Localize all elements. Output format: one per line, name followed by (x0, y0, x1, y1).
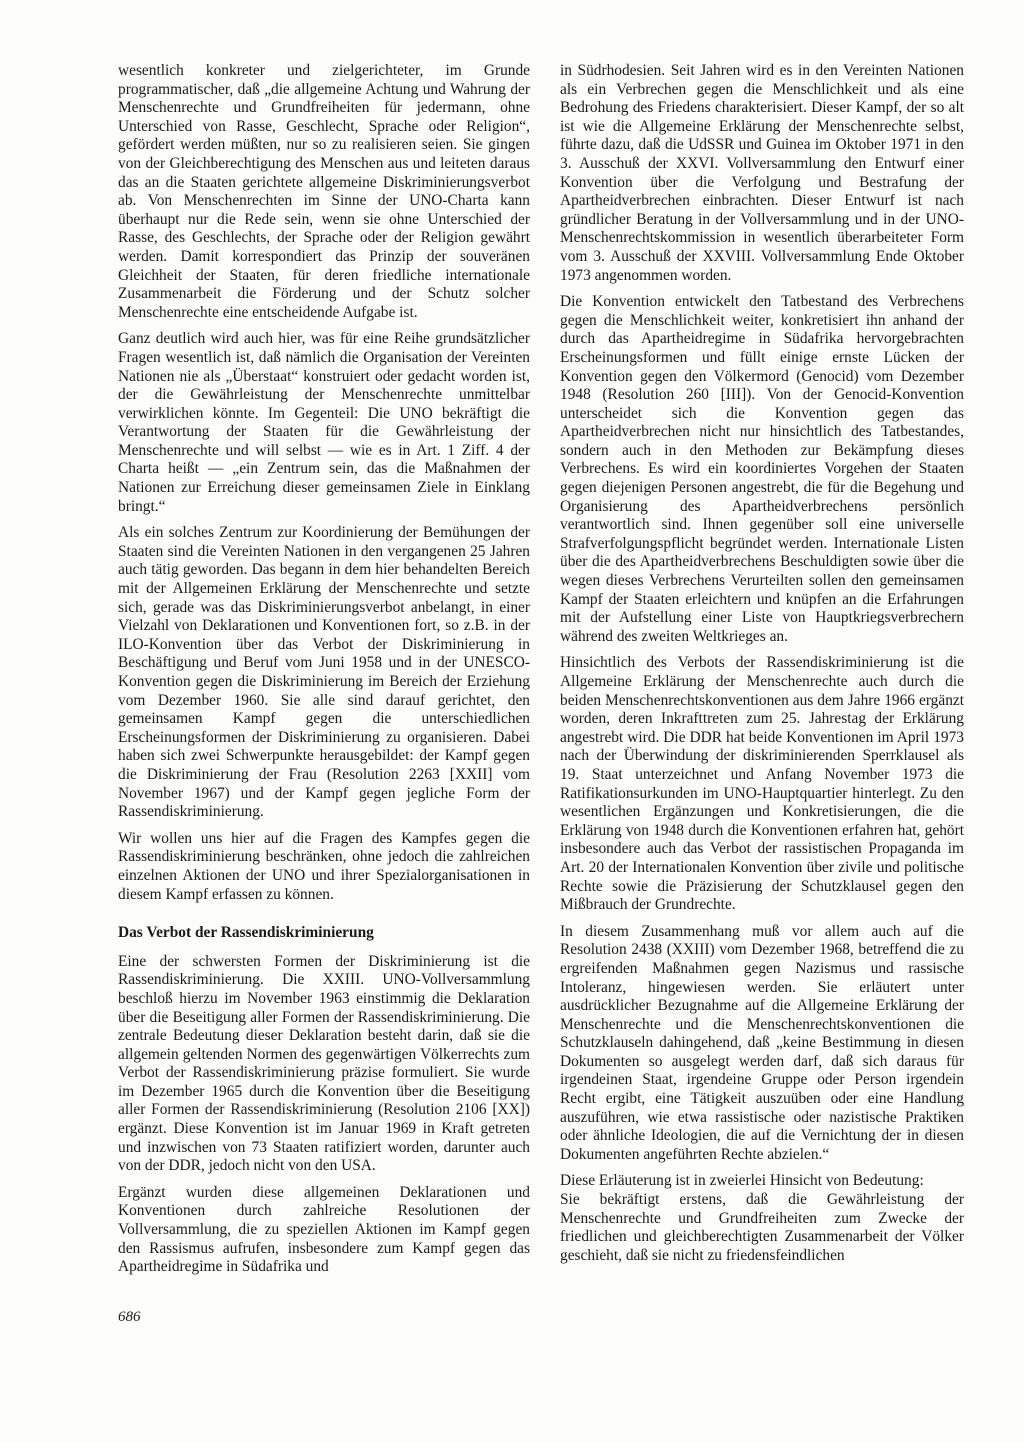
left-paragraph-3: Als ein solches Zentrum zur Koordinierung der Bemühungen der Staaten sind die Vereinten Nationen in den vergangenen 25 Jahren auch tätig geworden. Das begann in dem hier behandelten Bereich mit der Allgemeinen Erklärung der Menschenrechte und setzte sich, gerade was das Diskriminierungsverbot anbelangt, in einer Vielzahl von Deklarationen und Konventionen fort, so z.B. in der ILO-Konvention über das Verbot der Diskriminierung in Beschäftigung und Beruf vom Juni 1958 und in der UNESCO-Konvention gegen die Diskriminierung im Bereich der Erziehung vom Dezember 1960. Sie alle sind darauf gerichtet, den gemeinsamen Kampf gegen die unterschiedlichen Erscheinungsformen der Diskriminierung zu organisieren. Dabei haben sich zwei Schwerpunkte herausgebildet: der Kampf gegen die Diskriminierung der Frau (Resolution 2263 [XXII] vom November 1967) und der Kampf gegen jegliche Form der Rassendiskriminierung. (118, 524, 530, 821)
right-paragraph-6: Sie bekräftigt erstens, daß die Gewährleistung der Menschenrechte und Grundfreiheiten zum Zwecke der friedlichen und gleichberechtigten Zusammenarbeit der Völker geschieht, daß sie nicht zu friedensfeindlichen (560, 1191, 964, 1264)
left-paragraph-2: Ganz deutlich wird auch hier, was für eine Reihe grundsätzlicher Fragen wesentlich ist, daß nämlich die Organisation der Vereinten Nationen nie als „Überstaat“ konstruiert oder gedacht worden ist, der die Gewährleistung der Menschenrechte unmittelbar verwirklichen könnte. Im Gegenteil: Die UNO bekräftigt die Verantwortung der Staaten für die Gewährleistung der Menschenrechte und will selbst — wie es in Art. 1 Ziff. 4 der Charta heißt — „ein Zentrum sein, das die Maßnahmen der Nationen zur Erreichung dieser gemeinsamen Ziele in Einklang bringt.“ (118, 330, 530, 515)
right-paragraph-1: in Südrhodesien. Seit Jahren wird es in den Vereinten Nationen als ein Verbrechen gegen die Menschlichkeit und als eine Bedrohung des Friedens charakterisiert. Dieser Kampf, der so alt ist wie die Allgemeine Erklärung der Menschenrechte selbst, führte dazu, daß die UdSSR und Guinea im Oktober 1971 in den 3. Ausschuß der XXVI. Vollversammlung den Entwurf einer Konvention über die Verfolgung und Bestrafung der Apartheidverbrechen einbrachten. Dieser Entwurf ist nach gründlicher Beratung in der Vollversammlung und in der UNO-Menschenrechtskommission in wesentlich überarbeiteter Form vom 3. Ausschuß der XXVIII. Vollversammlung Ende Oktober 1973 angenommen worden. (560, 62, 964, 284)
section-heading: Das Verbot der Rassendiskriminierung (118, 924, 374, 942)
page-number: 686 (118, 1309, 141, 1325)
right-paragraph-2: Die Konvention entwickelt den Tatbestand des Verbrechens gegen die Menschlichkeit weiter, konkretisiert ihn anhand der durch das Apartheidregime in Südafrika hervorgebrachten Erscheinungsformen und füllt einige ernste Lücken der Konvention gegen den Völkermord (Genocid) vom Dezember 1948 (Resolution 260 [III]). Von der Genocid-Konvention unterscheidet sich die Konvention gegen das Apartheidverbrechen nicht nur hinsichtlich des Tatbestandes, sondern auch in den Methoden zur Bekämpfung dieses Verbrechens. Es wird ein koordiniertes Vorgehen der Staaten gegen diejenigen Personen angestrebt, die für die Begehung und Organisierung des Apartheidverbrechens persönlich verantwortlich sind. Ihnen gegenüber soll eine universelle Strafverfolgungspflicht begründet werden. Internationale Listen über die des Apartheidverbrechens Beschuldigten sowie über die wegen dieses Verbrechens Verurteilten sollen den gemeinsamen Kampf der Staaten erleichtern und knüpfen an die Erfahrungen mit der Aufstellung einer Liste von Hauptkriegsverbrechern während des zweiten Weltkrieges an. (560, 293, 964, 645)
left-paragraph-6: Ergänzt wurden diese allgemeinen Deklarationen und Konventionen durch zahlreiche Resolutionen der Vollversammlung, die zu speziellen Aktionen im Kampf gegen den Rassismus aufrufen, insbesondere zum Kampf gegen das Apartheidregime in Südafrika und (118, 1183, 530, 1276)
right-paragraph-5: Diese Erläuterung ist in zweierlei Hinsicht von Bedeutung: (560, 1172, 924, 1190)
right-paragraph-3: Hinsichtlich des Verbots der Rassendiskriminierung ist die Allgemeine Erklärung der Menschenrechte auch durch die beiden Menschenrechtskonventionen aus dem Jahre 1966 ergänzt worden, deren Inkrafttreten zum 25. Jahrestag der Erklärung angestrebt wird. Die DDR hat beide Konventionen im April 1973 nach der Überwindung der diskriminierenden Sperrklausel als 19. Staat unterzeichnet und Anfang November 1973 die Ratifikationsurkunden im UNO-Hauptquartier hinterlegt. Zu den wesentlichen Ergänzungen und Konkretisierungen, die die Erklärung von 1948 durch die Konventionen erfahren hat, gehört insbesondere auch das Verbot der rassistischen Propaganda im Art. 20 der Internationalen Konvention über zivile und politische Rechte sowie die Präzisierung der Schutzklausel gegen den Mißbrauch der Grundrechte. (560, 654, 964, 914)
right-paragraph-4: In diesem Zusammenhang muß vor allem auch auf die Resolution 2438 (XXIII) vom Dezember 1968, betreffend die zu ergreifenden Maßnahmen gegen Nazismus und rassische Intoleranz, hingewiesen werden. Sie erläutert unter ausdrücklicher Bezugnahme auf die Allgemeine Erklärung der Menschenrechte und die Menschenrechtskonventionen die Schutzklauseln dahingehend, daß „keine Bestimmung in diesen Dokumenten so ausgelegt werden darf, daß sich daraus für irgendeinen Staat, irgendeine Gruppe oder Person irgendein Recht ergibt, eine Tätigkeit auszuüben oder eine Handlung auszuführen, wie etwa rassistische oder nazistische Praktiken oder ähnliche Ideologien, die auf die Vernichtung der in diesen Dokumenten angeführten Rechte abzielen.“ (560, 922, 964, 1163)
left-paragraph-1: wesentlich konkreter und zielgerichteter, im Grunde programmatischer, daß „die allgemeine Achtung und Wahrung der Menschenrechte und Grundfreiheiten für jedermann, ohne Unterschied von Rasse, Geschlecht, Sprache oder Religion“, gefördert werden müßten, nur so zu realisieren seien. Sie gingen von der Gleichberechtigung des Menschen aus und leiteten daraus das an die Staaten gerichtete allgemeine Diskriminierungsverbot ab. Von Menschenrechten im Sinne der UNO-Charta kann überhaupt nur die Rede sein, wenn sie ohne Unterschied der Rasse, des Geschlechts, der Sprache oder der Religion gewährt werden. Damit korrespondiert das Prinzip der souveränen Gleichheit der Staaten, für deren friedliche internationale Zusammenarbeit die Förderung und der Schutz solcher Menschenrechte eine entscheidende Aufgabe ist. (118, 62, 530, 321)
left-paragraph-4: Wir wollen uns hier auf die Fragen des Kampfes gegen die Rassendiskriminierung beschränken, ohne jedoch die zahlreichen einzelnen Aktionen der UNO und ihrer Spezialorganisationen in diesem Kampf erfassen zu können. (118, 829, 530, 903)
left-column (118, 62, 530, 1285)
right-column (560, 62, 964, 1273)
left-paragraph-5: Eine der schwersten Formen der Diskriminierung ist die Rassendiskriminierung. Die XXIII. UNO-Vollversammlung beschloß hierzu im November 1963 einstimmig die Deklaration über die Beseitigung aller Formen der Rassendiskriminierung. Die zentrale Bedeutung dieser Deklaration besteht darin, daß sie die allgemein geltenden Normen des gegenwärtigen Völkerrechts zum Verbot der Rassendiskriminierung präzise formuliert. Sie wurde im Dezember 1965 durch die Konvention über die Beseitigung aller Formen der Rassendiskriminierung (Resolution 2106 [XX]) ergänzt. Diese Konvention ist im Januar 1969 in Kraft getreten und inzwischen von 73 Staaten ratifiziert worden, darunter auch von der DDR, jedoch nicht von den USA. (118, 952, 530, 1175)
